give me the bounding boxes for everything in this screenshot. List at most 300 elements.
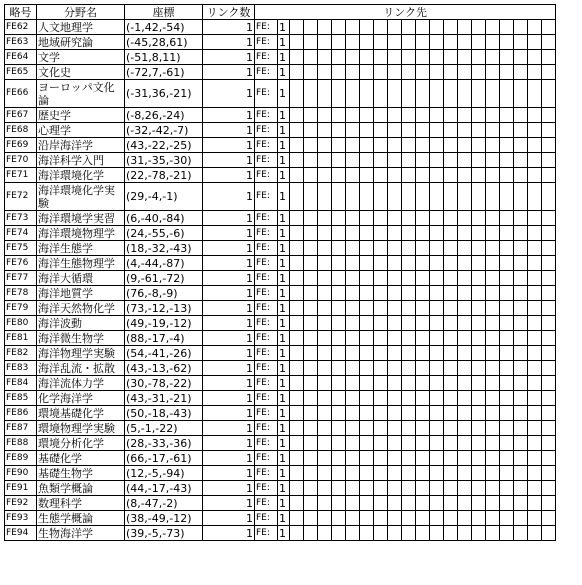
cell-empty: [360, 183, 374, 211]
cell-empty: [486, 436, 500, 451]
cell-empty: [528, 65, 542, 80]
cell-empty: [430, 346, 444, 361]
cell-empty: [528, 466, 542, 481]
cell-empty: [500, 50, 514, 65]
cell-empty: [290, 511, 304, 526]
table-row: [5, 391, 556, 406]
cell-empty: [318, 376, 332, 391]
cell-code: FE85: [5, 391, 37, 406]
cell-empty: [416, 65, 430, 80]
cell-empty: [444, 436, 458, 451]
cell-empty: [318, 511, 332, 526]
cell-empty: [388, 301, 402, 316]
cell-name: 環境物理学実験: [37, 421, 125, 436]
cell-empty: [346, 123, 360, 138]
cell-empty: [514, 451, 528, 466]
cell-empty: [444, 256, 458, 271]
cell-empty: [360, 65, 374, 80]
cell-link: 1: [278, 123, 290, 138]
cell-empty: [402, 183, 416, 211]
cell-coord: (38,-49,-12): [125, 511, 203, 526]
cell-code: FE89: [5, 451, 37, 466]
cell-empty: [486, 526, 500, 541]
cell-empty: [416, 108, 430, 123]
cell-empty: [444, 271, 458, 286]
cell-empty: [528, 35, 542, 50]
cell-code: FE76: [5, 256, 37, 271]
cell-empty: [402, 301, 416, 316]
cell-fe: FE:: [255, 481, 278, 496]
cell-empty: [528, 391, 542, 406]
cell-empty: [542, 35, 556, 50]
cell-empty: [388, 376, 402, 391]
cell-empty: [472, 496, 486, 511]
cell-link: 1: [278, 346, 290, 361]
cell-empty: [346, 346, 360, 361]
cell-fe: FE:: [255, 331, 278, 346]
cell-empty: [360, 316, 374, 331]
cell-empty: [388, 391, 402, 406]
table-row: [5, 183, 556, 211]
table-row: [5, 20, 556, 35]
cell-empty: [290, 226, 304, 241]
cell-count: 1: [203, 346, 255, 361]
cell-empty: [318, 316, 332, 331]
cell-empty: [500, 80, 514, 108]
cell-empty: [472, 65, 486, 80]
cell-empty: [318, 436, 332, 451]
cell-empty: [514, 211, 528, 226]
cell-empty: [318, 183, 332, 211]
header-code: 略号: [5, 5, 37, 20]
cell-empty: [374, 436, 388, 451]
cell-empty: [304, 256, 318, 271]
cell-empty: [374, 108, 388, 123]
cell-empty: [472, 316, 486, 331]
cell-empty: [430, 301, 444, 316]
cell-empty: [444, 406, 458, 421]
cell-empty: [458, 376, 472, 391]
cell-link: 1: [278, 50, 290, 65]
cell-empty: [360, 256, 374, 271]
cell-link: 1: [278, 20, 290, 35]
cell-empty: [416, 153, 430, 168]
cell-empty: [444, 421, 458, 436]
cell-code: FE78: [5, 286, 37, 301]
cell-empty: [332, 256, 346, 271]
cell-empty: [542, 271, 556, 286]
cell-link: 1: [278, 168, 290, 183]
cell-empty: [514, 271, 528, 286]
cell-empty: [472, 271, 486, 286]
cell-empty: [500, 226, 514, 241]
cell-empty: [444, 80, 458, 108]
cell-link: 1: [278, 301, 290, 316]
cell-empty: [458, 331, 472, 346]
cell-empty: [458, 153, 472, 168]
cell-empty: [304, 286, 318, 301]
cell-name: 生物海洋学: [37, 526, 125, 541]
cell-code: FE68: [5, 123, 37, 138]
cell-empty: [472, 526, 486, 541]
cell-coord: (49,-19,-12): [125, 316, 203, 331]
cell-empty: [346, 168, 360, 183]
cell-count: 1: [203, 211, 255, 226]
cell-link: 1: [278, 271, 290, 286]
cell-coord: (-8,26,-24): [125, 108, 203, 123]
cell-empty: [346, 376, 360, 391]
cell-count: 1: [203, 301, 255, 316]
cell-fe: FE:: [255, 108, 278, 123]
cell-code: FE84: [5, 376, 37, 391]
cell-code: FE91: [5, 481, 37, 496]
cell-empty: [430, 496, 444, 511]
cell-empty: [346, 286, 360, 301]
cell-count: 1: [203, 511, 255, 526]
cell-name: 海洋流体力学: [37, 376, 125, 391]
cell-empty: [444, 168, 458, 183]
cell-empty: [416, 168, 430, 183]
cell-empty: [346, 481, 360, 496]
cell-empty: [528, 361, 542, 376]
cell-empty: [290, 391, 304, 406]
cell-empty: [290, 138, 304, 153]
cell-code: FE79: [5, 301, 37, 316]
cell-empty: [332, 153, 346, 168]
cell-empty: [500, 108, 514, 123]
cell-fe: FE:: [255, 496, 278, 511]
cell-empty: [542, 286, 556, 301]
cell-link: 1: [278, 391, 290, 406]
cell-empty: [416, 316, 430, 331]
cell-fe: FE:: [255, 301, 278, 316]
cell-link: 1: [278, 80, 290, 108]
cell-coord: (-72,7,-61): [125, 65, 203, 80]
cell-empty: [542, 436, 556, 451]
cell-empty: [472, 80, 486, 108]
cell-empty: [444, 211, 458, 226]
cell-empty: [346, 436, 360, 451]
cell-empty: [360, 271, 374, 286]
cell-empty: [360, 286, 374, 301]
cell-coord: (29,-4,-1): [125, 183, 203, 211]
cell-code: FE88: [5, 436, 37, 451]
cell-empty: [318, 526, 332, 541]
cell-empty: [290, 211, 304, 226]
cell-empty: [444, 376, 458, 391]
table-row: [5, 526, 556, 541]
cell-empty: [416, 421, 430, 436]
cell-empty: [304, 301, 318, 316]
cell-empty: [486, 391, 500, 406]
cell-empty: [388, 421, 402, 436]
cell-empty: [346, 496, 360, 511]
cell-count: 1: [203, 526, 255, 541]
table-row: [5, 346, 556, 361]
cell-empty: [374, 50, 388, 65]
cell-count: 1: [203, 65, 255, 80]
header-links: リンク先: [255, 5, 556, 20]
cell-empty: [486, 466, 500, 481]
cell-empty: [388, 406, 402, 421]
cell-name: 海洋生態物理学: [37, 256, 125, 271]
cell-empty: [374, 406, 388, 421]
cell-empty: [360, 50, 374, 65]
cell-count: 1: [203, 331, 255, 346]
cell-empty: [458, 421, 472, 436]
cell-fe: FE:: [255, 226, 278, 241]
cell-empty: [402, 391, 416, 406]
cell-empty: [290, 168, 304, 183]
cell-empty: [304, 316, 318, 331]
cell-empty: [444, 108, 458, 123]
cell-empty: [542, 123, 556, 138]
cell-link: 1: [278, 511, 290, 526]
cell-code: FE80: [5, 316, 37, 331]
cell-empty: [500, 391, 514, 406]
cell-empty: [402, 123, 416, 138]
cell-empty: [458, 138, 472, 153]
cell-name: 心理学: [37, 123, 125, 138]
cell-empty: [458, 271, 472, 286]
cell-empty: [360, 20, 374, 35]
cell-empty: [402, 153, 416, 168]
cell-empty: [374, 391, 388, 406]
cell-empty: [332, 301, 346, 316]
cell-empty: [290, 123, 304, 138]
cell-empty: [472, 256, 486, 271]
header-name: 分野名: [37, 5, 125, 20]
cell-empty: [416, 123, 430, 138]
cell-empty: [528, 451, 542, 466]
cell-empty: [374, 241, 388, 256]
cell-empty: [402, 65, 416, 80]
cell-empty: [346, 241, 360, 256]
cell-empty: [304, 211, 318, 226]
cell-empty: [374, 80, 388, 108]
table-row: [5, 376, 556, 391]
cell-empty: [500, 301, 514, 316]
cell-name: 数理科学: [37, 496, 125, 511]
cell-link: 1: [278, 316, 290, 331]
cell-empty: [360, 123, 374, 138]
cell-empty: [458, 406, 472, 421]
cell-empty: [444, 183, 458, 211]
cell-empty: [416, 361, 430, 376]
cell-empty: [332, 168, 346, 183]
cell-empty: [416, 496, 430, 511]
cell-coord: (4,-44,-87): [125, 256, 203, 271]
cell-empty: [528, 436, 542, 451]
table-row: [5, 271, 556, 286]
cell-empty: [346, 511, 360, 526]
cell-empty: [514, 436, 528, 451]
cell-empty: [346, 421, 360, 436]
cell-empty: [486, 211, 500, 226]
cell-empty: [458, 481, 472, 496]
table-row: [5, 35, 556, 50]
cell-fe: FE:: [255, 451, 278, 466]
cell-empty: [318, 301, 332, 316]
cell-empty: [472, 183, 486, 211]
cell-empty: [486, 361, 500, 376]
cell-empty: [472, 138, 486, 153]
cell-empty: [430, 406, 444, 421]
cell-empty: [374, 35, 388, 50]
cell-empty: [346, 226, 360, 241]
cell-empty: [542, 451, 556, 466]
cell-empty: [374, 496, 388, 511]
table-row: [5, 108, 556, 123]
cell-empty: [304, 271, 318, 286]
cell-empty: [542, 511, 556, 526]
cell-coord: (9,-61,-72): [125, 271, 203, 286]
cell-empty: [444, 361, 458, 376]
cell-empty: [290, 376, 304, 391]
cell-empty: [360, 496, 374, 511]
cell-link: 1: [278, 466, 290, 481]
cell-empty: [416, 346, 430, 361]
cell-empty: [402, 481, 416, 496]
cell-empty: [430, 241, 444, 256]
cell-empty: [500, 286, 514, 301]
cell-empty: [416, 241, 430, 256]
cell-empty: [346, 20, 360, 35]
cell-empty: [332, 481, 346, 496]
cell-link: 1: [278, 286, 290, 301]
cell-link: 1: [278, 451, 290, 466]
cell-coord: (30,-78,-22): [125, 376, 203, 391]
cell-empty: [472, 226, 486, 241]
cell-empty: [290, 316, 304, 331]
cell-code: FE74: [5, 226, 37, 241]
cell-empty: [500, 526, 514, 541]
cell-name: 化学海洋学: [37, 391, 125, 406]
cell-empty: [388, 451, 402, 466]
cell-empty: [304, 153, 318, 168]
cell-empty: [332, 421, 346, 436]
cell-empty: [374, 451, 388, 466]
cell-empty: [318, 168, 332, 183]
cell-empty: [346, 35, 360, 50]
cell-empty: [290, 451, 304, 466]
cell-empty: [416, 138, 430, 153]
cell-empty: [486, 241, 500, 256]
cell-empty: [542, 153, 556, 168]
cell-coord: (54,-41,-26): [125, 346, 203, 361]
table-row: [5, 286, 556, 301]
cell-empty: [444, 138, 458, 153]
cell-count: 1: [203, 138, 255, 153]
cell-fe: FE:: [255, 271, 278, 286]
table-row: [5, 466, 556, 481]
cell-empty: [514, 406, 528, 421]
cell-empty: [402, 526, 416, 541]
cell-empty: [346, 406, 360, 421]
cell-empty: [458, 50, 472, 65]
cell-empty: [500, 168, 514, 183]
cell-empty: [402, 361, 416, 376]
cell-code: FE63: [5, 35, 37, 50]
cell-empty: [430, 256, 444, 271]
cell-name: 魚類学概論: [37, 481, 125, 496]
cell-empty: [472, 466, 486, 481]
cell-empty: [416, 436, 430, 451]
cell-empty: [290, 80, 304, 108]
cell-empty: [514, 80, 528, 108]
cell-empty: [444, 511, 458, 526]
cell-code: FE86: [5, 406, 37, 421]
cell-empty: [514, 153, 528, 168]
cell-coord: (-45,28,61): [125, 35, 203, 50]
cell-empty: [430, 226, 444, 241]
cell-empty: [374, 226, 388, 241]
cell-empty: [332, 466, 346, 481]
cell-empty: [430, 271, 444, 286]
cell-empty: [458, 80, 472, 108]
table-row: [5, 241, 556, 256]
cell-name: 沿岸海洋学: [37, 138, 125, 153]
cell-empty: [514, 183, 528, 211]
cell-empty: [304, 241, 318, 256]
cell-empty: [528, 421, 542, 436]
cell-empty: [416, 391, 430, 406]
cell-empty: [542, 80, 556, 108]
cell-empty: [304, 346, 318, 361]
cell-empty: [444, 241, 458, 256]
cell-empty: [500, 316, 514, 331]
cell-empty: [430, 123, 444, 138]
cell-empty: [388, 526, 402, 541]
cell-empty: [290, 35, 304, 50]
table-row: [5, 301, 556, 316]
cell-empty: [318, 123, 332, 138]
cell-empty: [346, 65, 360, 80]
table-row: [5, 80, 556, 108]
cell-empty: [458, 108, 472, 123]
cell-empty: [304, 511, 318, 526]
cell-empty: [304, 361, 318, 376]
cell-empty: [486, 20, 500, 35]
cell-fe: FE:: [255, 123, 278, 138]
cell-empty: [542, 108, 556, 123]
cell-empty: [430, 211, 444, 226]
cell-empty: [514, 123, 528, 138]
cell-empty: [304, 481, 318, 496]
cell-name: 海洋環境化学: [37, 168, 125, 183]
cell-empty: [360, 138, 374, 153]
cell-empty: [472, 211, 486, 226]
cell-empty: [318, 138, 332, 153]
field-link-table: [4, 4, 556, 541]
cell-empty: [318, 481, 332, 496]
cell-empty: [430, 108, 444, 123]
cell-empty: [374, 256, 388, 271]
cell-empty: [514, 421, 528, 436]
cell-empty: [416, 331, 430, 346]
cell-code: FE87: [5, 421, 37, 436]
cell-empty: [528, 183, 542, 211]
cell-name: 海洋生態学: [37, 241, 125, 256]
cell-empty: [360, 346, 374, 361]
cell-coord: (44,-17,-43): [125, 481, 203, 496]
cell-empty: [430, 183, 444, 211]
cell-empty: [318, 346, 332, 361]
cell-empty: [360, 35, 374, 50]
cell-empty: [444, 466, 458, 481]
cell-empty: [346, 271, 360, 286]
cell-empty: [486, 35, 500, 50]
